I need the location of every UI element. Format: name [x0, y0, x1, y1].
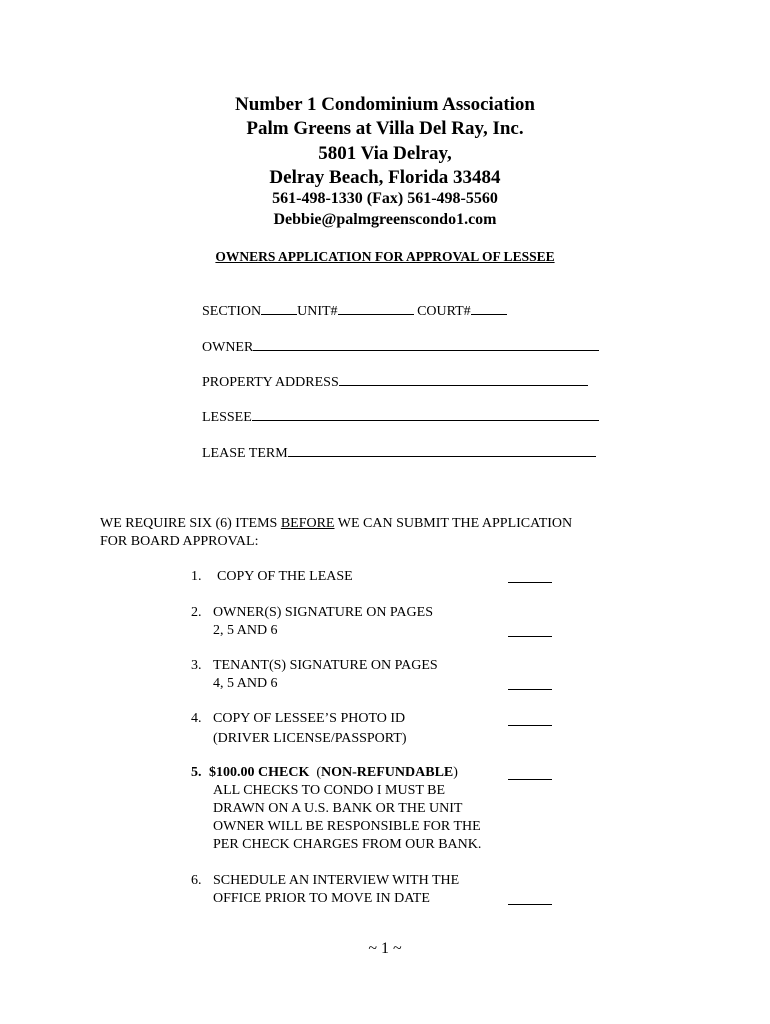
lease-term-row	[202, 444, 596, 462]
item-number: 3.	[191, 658, 202, 673]
requirements-intro: WE REQUIRE SIX (6) ITEMS BEFORE WE CAN SUBMIT THE APPLICATION	[100, 516, 573, 531]
form-title: OWNERS APPLICATION FOR APPROVAL OF LESSEE	[215, 249, 555, 264]
item-text: COPY OF LESSEE’S PHOTO ID	[213, 711, 406, 726]
court-field[interactable]	[471, 302, 507, 315]
requirements-intro-line2: FOR BOARD APPROVAL:	[100, 534, 259, 549]
property-address-label: PROPERTY ADDRESS	[202, 375, 339, 390]
item-number: 6.	[191, 873, 202, 888]
lessee-row	[202, 408, 599, 426]
street-address: 5801 Via Delray,	[318, 143, 452, 164]
item-text: (DRIVER LICENSE/PASSPORT)	[213, 731, 407, 746]
owner-field[interactable]	[253, 338, 599, 351]
item-text: TENANT(S) SIGNATURE ON PAGES	[213, 658, 438, 673]
item-text: ALL CHECKS TO CONDO I MUST BE	[213, 783, 446, 798]
section-label: SECTION	[202, 304, 262, 319]
item-text: PER CHECK CHARGES FROM OUR BANK.	[213, 837, 482, 852]
item-text: SCHEDULE AN INTERVIEW WITH THE	[213, 873, 460, 888]
property-address-field[interactable]	[339, 373, 588, 386]
item-number: 1.	[191, 569, 202, 584]
item-text: 4, 5 AND 6	[213, 676, 278, 691]
item-text: 2, 5 AND 6	[213, 623, 278, 638]
item-number: 4.	[191, 711, 202, 726]
item-text: OWNER WILL BE RESPONSIBLE FOR THE	[213, 819, 481, 834]
unit-label: UNIT#	[297, 304, 338, 319]
item-number: 2.	[191, 605, 202, 620]
item-number: 5.	[191, 765, 202, 780]
phone-fax: 561-498-1330 (Fax) 561-498-5560	[272, 190, 498, 207]
before-emphasis: BEFORE	[280, 516, 335, 531]
section-field[interactable]	[261, 302, 297, 315]
lessee-field[interactable]	[252, 408, 599, 421]
owner-row	[202, 338, 599, 356]
non-refundable-note: NON-REFUNDABLE	[321, 765, 454, 780]
item-check-blank[interactable]	[508, 636, 552, 637]
item-text: COPY OF THE LEASE	[217, 569, 353, 584]
lessee-label: LESSEE	[202, 410, 252, 425]
item-text: DRAWN ON A U.S. BANK OR THE UNIT	[213, 801, 463, 816]
item-text-check: $100.00 CHECK (NON-REFUNDABLE)	[209, 765, 458, 780]
item-check-blank[interactable]	[508, 904, 552, 905]
city-state-zip: Delray Beach, Florida 33484	[269, 167, 501, 188]
page-number: ~ 1 ~	[368, 940, 402, 957]
item-check-blank[interactable]	[508, 725, 552, 726]
court-label: COURT#	[417, 304, 471, 319]
lease-term-label: LEASE TERM	[202, 446, 288, 461]
item-check-blank[interactable]	[508, 582, 552, 583]
item-check-blank[interactable]	[508, 689, 552, 690]
unit-field[interactable]	[338, 302, 414, 315]
association-name: Number 1 Condominium Association	[234, 94, 535, 115]
property-address-row	[202, 373, 588, 391]
item-check-blank[interactable]	[508, 779, 552, 780]
community-name: Palm Greens at Villa Del Ray, Inc.	[246, 118, 524, 139]
section-unit-court-row	[202, 302, 507, 320]
lease-term-field[interactable]	[288, 444, 596, 457]
contact-email: Debbie@palmgreenscondo1.com	[273, 211, 497, 228]
item-text: OFFICE PRIOR TO MOVE IN DATE	[213, 891, 430, 906]
item-text: OWNER(S) SIGNATURE ON PAGES	[213, 605, 433, 620]
owner-label: OWNER	[202, 340, 254, 355]
